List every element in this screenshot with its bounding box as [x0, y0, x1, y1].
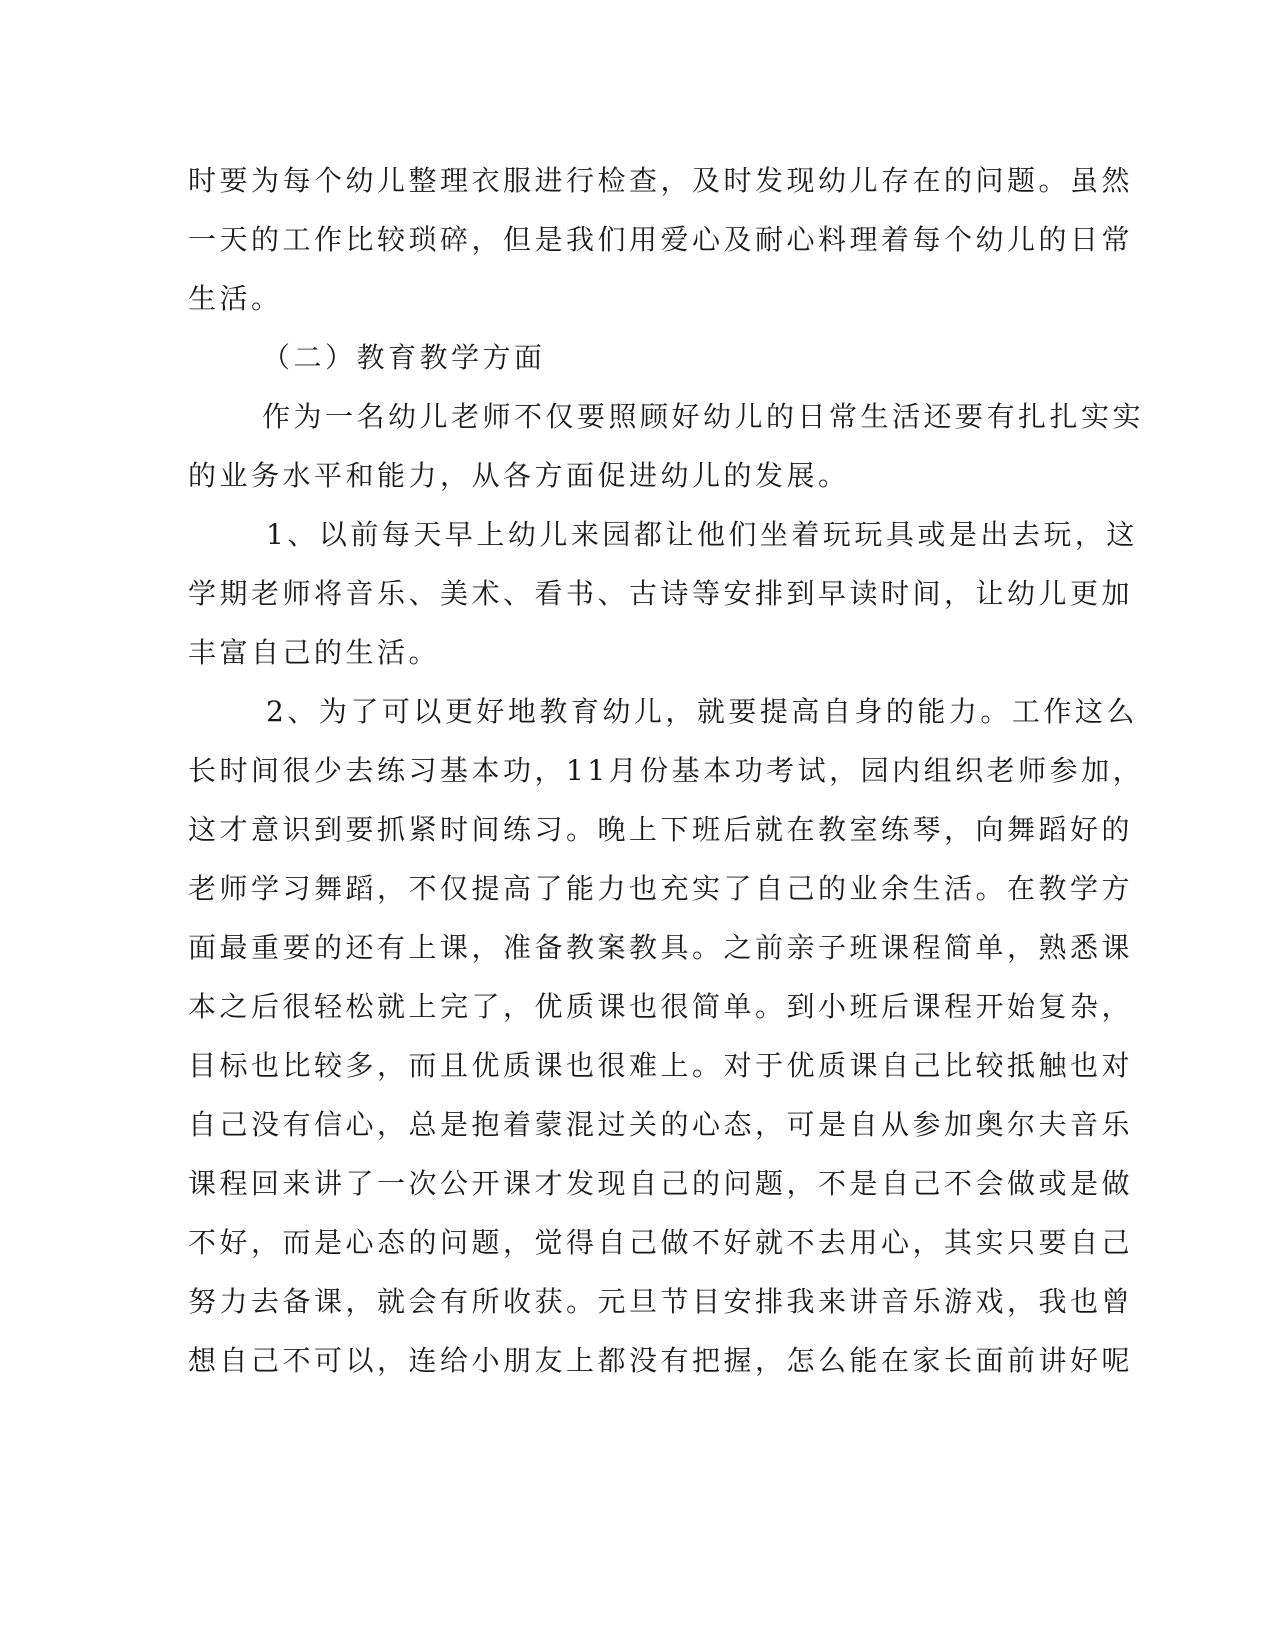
- body-text-line: 目标也比较多，而且优质课也很难上。对于优质课自己比较抵触也对: [188, 1049, 1134, 1082]
- body-text-line: 一天的工作比较琐碎，但是我们用爱心及耐心料理着每个幼儿的日常: [188, 223, 1134, 256]
- body-text-line: 课程回来讲了一次公开课才发现自己的问题，不是自己不会做或是做: [188, 1167, 1134, 1200]
- list-item-line: 2、为了可以更好地教育幼儿，就要提高自身的能力。工作这么: [266, 695, 1138, 728]
- body-text-line: 丰富自己的生活。: [188, 636, 441, 669]
- section-heading: （二）教育教学方面: [262, 341, 546, 374]
- body-text-line: 作为一名幼儿老师不仅要照顾好幼儿的日常生活还要有扎扎实实: [262, 400, 1145, 433]
- body-text-line: 自己没有信心，总是抱着蒙混过关的心态，可是自从参加奥尔夫音乐: [188, 1108, 1134, 1141]
- body-text-line: 学期老师将音乐、美术、看书、古诗等安排到早读时间，让幼儿更加: [188, 577, 1134, 610]
- body-text-line: 生活。: [188, 282, 283, 315]
- body-text-line: 努力去备课，就会有所收获。元旦节目安排我来讲音乐游戏，我也曾: [188, 1285, 1134, 1318]
- list-item-line: 1、以前每天早上幼儿来园都让他们坐着玩玩具或是出去玩，这: [266, 518, 1138, 551]
- body-text-line: 想自己不可以，连给小朋友上都没有把握，怎么能在家长面前讲好呢: [188, 1344, 1134, 1377]
- body-text-line: 面最重要的还有上课，准备教案教具。之前亲子班课程简单，熟悉课: [188, 931, 1134, 964]
- body-text-line: 本之后很轻松就上完了，优质课也很简单。到小班后课程开始复杂，: [188, 990, 1134, 1023]
- body-text-line: 这才意识到要抓紧时间练习。晚上下班后就在教室练琴，向舞蹈好的: [188, 813, 1134, 846]
- body-text-line: 老师学习舞蹈，不仅提高了能力也充实了自己的业余生活。在教学方: [188, 872, 1134, 905]
- body-text-line: 时要为每个幼儿整理衣服进行检查，及时发现幼儿存在的问题。虽然: [188, 164, 1134, 197]
- body-text-line: 的业务水平和能力，从各方面促进幼儿的发展。: [188, 459, 850, 492]
- body-text-line: 长时间很少去练习基本功，11月份基本功考试，园内组织老师参加，: [188, 754, 1145, 787]
- body-text-line: 不好，而是心态的问题，觉得自己做不好就不去用心，其实只要自己: [188, 1226, 1134, 1259]
